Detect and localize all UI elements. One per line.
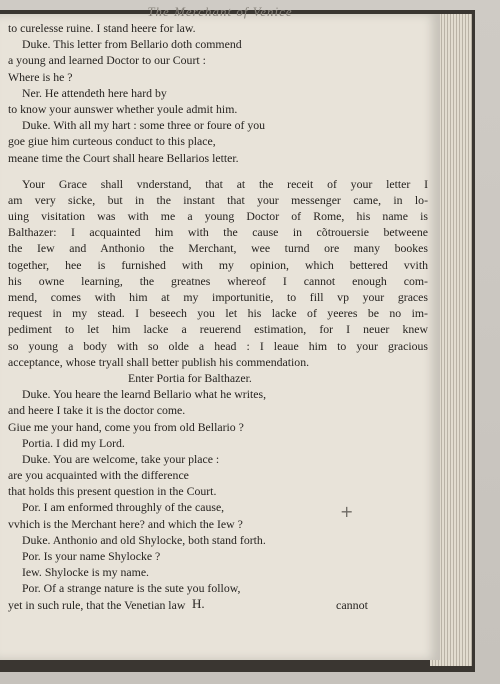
text-line: Duke. You heare the learnd Bellario what he writes, <box>22 387 267 402</box>
signature-mark: H. <box>192 596 205 611</box>
spacer <box>8 166 428 176</box>
page-footer <box>0 596 440 616</box>
text-line: Duke. You are welcome, take your place : <box>22 451 220 466</box>
text-line: and heere I take it is the doctor come. <box>8 403 186 418</box>
book-page <box>0 4 440 660</box>
letter-line: mend, comes with him at my importunitie, to fill vp your graces <box>8 290 428 304</box>
text-line: Where is he ? <box>8 69 73 84</box>
text-line: that holds this present question in the Court. <box>8 484 217 499</box>
text-line: Duke. Anthonio and old Shylocke, both stand forth. <box>22 532 266 547</box>
text-line: Duke. This letter from Bellario doth commend <box>22 37 242 52</box>
text-line: vvhich is the Merchant here? and which the Iew ? <box>8 516 243 531</box>
letter-line: request in my stead. I beseech you let his lacke of yeeres be no im- <box>8 306 428 321</box>
letter-line: together, hee is furnished with my opinion, which bettered vvith <box>8 257 428 272</box>
text-line: yet in such rule, that the Venetian law <box>8 597 186 612</box>
text-line: Iew. Shylocke is my name. <box>22 565 150 580</box>
text-line: Por. Is your name Shylocke ? <box>22 549 161 563</box>
text-line: Giue me your hand, come you from old Bellario ? <box>8 419 244 434</box>
text-line: Portia. I did my Lord. <box>22 435 125 450</box>
stage-direction: Enter Portia for Balthazer. <box>128 370 252 385</box>
letter-line: am very sicke, but in the instant that your messenger came, in lo- <box>8 192 428 207</box>
text-line: meane time the Court shall heare Bellarios letter. <box>8 150 239 165</box>
text-line: are you acquainted with the difference <box>8 468 189 483</box>
text-line: Duke. With all my hart : some three or foure of you <box>22 118 266 133</box>
letter-line: Your Grace shall vnderstand, that at the receit of your letter I <box>22 176 428 191</box>
text-line: Por. I am enformed throughly of the cause, <box>22 500 225 515</box>
letter-block <box>8 176 428 370</box>
letter-line: Balthazer: I acquainted him with the cause in cõtrouersie betweene <box>8 225 428 240</box>
text-line: Por. Of a strange nature is the sute you follow, <box>22 581 241 596</box>
letter-line: pediment to let him lacke a reuerend estimation, for I neuer knew <box>8 322 428 337</box>
catchword: cannot <box>336 598 368 612</box>
letter-line: his owne learning, the greatnes whereof I cannot enough com- <box>8 273 428 288</box>
letter-line: uing visitation was with me a young Doctor of Rome, his name is <box>8 209 428 224</box>
letter-line: so young a body with so olde a head : I leaue him to your gracious <box>8 338 428 353</box>
page-text <box>8 20 428 613</box>
text-line: to curelesse ruine. I stand heere for law. <box>8 21 196 35</box>
text-line: Ner. He attendeth here hard by <box>22 85 167 100</box>
text-line: a young and learned Doctor to our Court : <box>8 53 206 68</box>
text-line: goe giue him curteous conduct to this place, <box>8 134 216 149</box>
dialogue-top <box>8 20 428 166</box>
letter-line: acceptance, whose tryall shall better publish his commendation. <box>8 354 310 369</box>
letter-line: the Iew and Anthonio the Merchant, wee turnd ore many bookes <box>8 241 428 256</box>
margin-mark: + <box>340 502 354 521</box>
running-head: The Merchant of Venice <box>147 4 293 19</box>
text-line: to know your aunswer whether youle admit him. <box>8 101 238 116</box>
dialogue-bottom <box>8 386 428 613</box>
